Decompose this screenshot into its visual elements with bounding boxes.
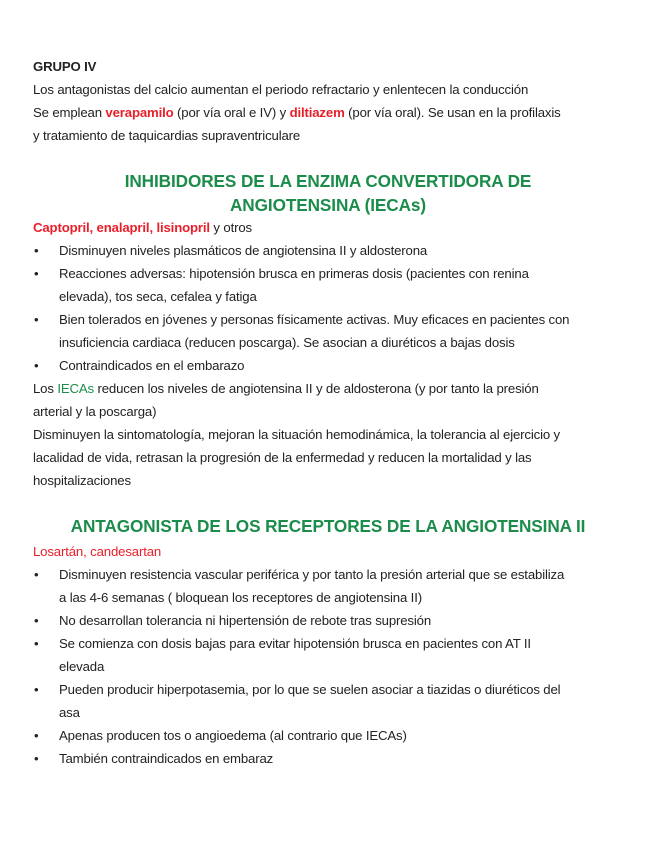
list-item (33, 724, 633, 747)
bullet-icon: • (34, 567, 39, 582)
bullet-icon: • (34, 682, 39, 697)
list-item-text: elevada), tos seca, cefalea y fatiga (59, 289, 257, 304)
list-item (33, 354, 633, 377)
list-item-text: Disminuyen niveles plasmáticos de angiotensina II y aldosterona (59, 243, 428, 258)
ieca-heading (20, 169, 636, 217)
section-title: GRUPO IV (33, 59, 97, 74)
list-item-text: Se comienza con dosis bajas para evitar hipotensión brusca en pacientes con AT II (59, 636, 531, 651)
bullet-icon: • (34, 312, 39, 327)
list-item-text: También contraindicados en embaraz (59, 751, 274, 766)
drug-names: Losartán, candesartan (33, 544, 162, 559)
bullet-icon: • (34, 751, 39, 766)
paragraph-line: hospitalizaciones (33, 473, 131, 488)
list-item-text: No desarrollan tolerancia ni hipertensión de rebote tras supresión (59, 613, 432, 628)
list-item-text: Contraindicados en el embarazo (59, 358, 245, 373)
bullet-icon: • (34, 728, 39, 743)
bullet-icon: • (34, 636, 39, 651)
paragraph-line (33, 377, 633, 400)
text-run: Se emplean (33, 105, 106, 120)
list-item-text: a las 4-6 semanas ( bloquean los receptores de angiotensina II) (59, 590, 422, 605)
text-run: y otros (209, 220, 252, 235)
list-item (33, 609, 633, 632)
list-item-text: asa (59, 705, 80, 720)
bullet-icon: • (34, 266, 39, 281)
bullet-icon: • (34, 358, 39, 373)
drug-list-line (33, 216, 633, 239)
list-item (33, 678, 633, 724)
drug-name: verapamilo (105, 105, 174, 120)
paragraph-line: lacalidad de vida, retrasan la progresión de la enfermedad y reducen la mortalidad y las (33, 450, 532, 465)
text-run: (por vía oral). Se usan en la profilaxis (344, 105, 561, 120)
text-run: Los (33, 381, 58, 396)
list-item (33, 239, 633, 262)
ara2-heading (20, 514, 636, 538)
ieca-section (33, 216, 633, 492)
heading-line: ANGIOTENSINA (IECAs) (230, 195, 426, 215)
text-run: reducen los niveles de angiotensina II y de aldosterona (y por tanto la presión (93, 381, 539, 396)
list-item-text: Bien tolerados en jóvenes y personas físicamente activas. Muy eficaces en pacientes con (59, 312, 570, 327)
paragraph-line: Disminuyen la sintomatología, mejoran la situación hemodinámica, la tolerancia al ejercicio y (33, 427, 561, 442)
drug-name: diltiazem (289, 105, 345, 120)
heading-line: INHIBIDORES DE LA ENZIMA CONVERTIDORA DE (124, 171, 532, 191)
list-item-text: elevada (59, 659, 105, 674)
heading-line: ANTAGONISTA DE LOS RECEPTORES DE LA ANGIOTENSINA II (70, 516, 586, 536)
ara2-section (33, 540, 633, 770)
list-item (33, 262, 633, 308)
list-item-text: Pueden producir hiperpotasemia, por lo que se suelen asociar a tiazidas o diuréticos del (59, 682, 561, 697)
paragraph-line: arterial y la poscarga) (33, 404, 157, 419)
list-item-text: Disminuyen resistencia vascular periférica y por tanto la presión arterial que se estabiliza (59, 567, 565, 582)
paragraph-line (33, 101, 633, 124)
list-item-text: Apenas producen tos o angioedema (al contrario que IECAs) (59, 728, 407, 743)
list-item (33, 632, 633, 678)
text-run: (por vía oral e IV) y (173, 105, 290, 120)
grupo-iv-section (33, 55, 633, 147)
list-item-text: Reacciones adversas: hipotensión brusca en primeras dosis (pacientes con renina (59, 266, 529, 281)
paragraph-line: y tratamiento de taquicardias supraventriculare (33, 128, 301, 143)
bullet-icon: • (34, 613, 39, 628)
drug-names: Captopril, enalapril, lisinopril (33, 220, 210, 235)
term-iecas: IECAs (57, 381, 94, 396)
list-item-text: insuficiencia cardiaca (reducen poscarga). Se asocian a diuréticos a bajas dosis (59, 335, 515, 350)
list-item (33, 308, 633, 354)
paragraph-line: Los antagonistas del calcio aumentan el periodo refractario y enlentecen la conducción (33, 82, 529, 97)
bullet-icon: • (34, 243, 39, 258)
list-item (33, 563, 633, 609)
list-item (33, 747, 633, 770)
